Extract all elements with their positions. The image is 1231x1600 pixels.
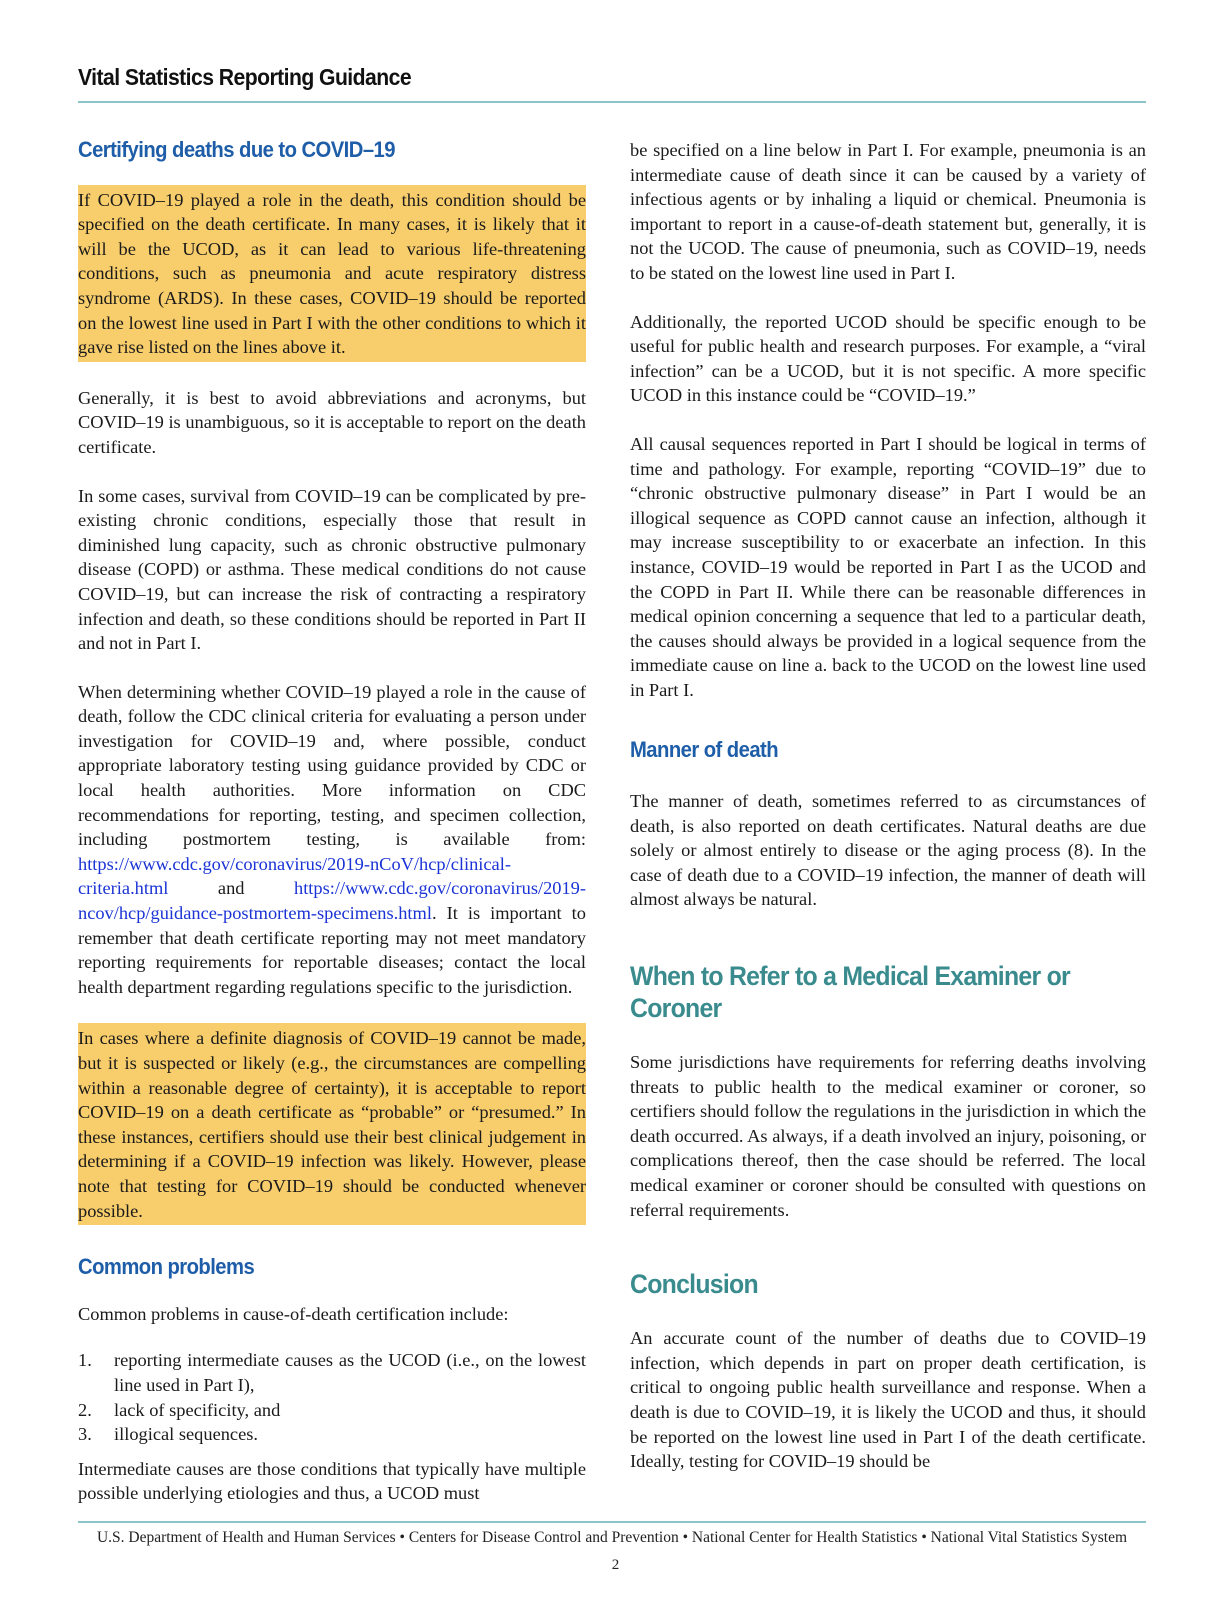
paragraph-cdc-criteria (78, 680, 586, 1000)
right-column (630, 138, 1146, 1498)
running-header: Vital Statistics Reporting Guidance (78, 64, 412, 90)
page-number: 2 (611, 1557, 620, 1573)
paragraph-abbreviations: Generally, it is best to avoid abbreviations and acronyms, but COVID–19 is unambiguous, so it is acceptable to report on the death certificate. (78, 387, 586, 457)
footer-agencies: U.S. Department of Health and Human Services • Centers for Disease Control and Prevention • National Center for Health Statistics • National Vital Statistics System (96, 1529, 1128, 1546)
heading-certifying-deaths: Certifying deaths due to COVID–19 (78, 137, 395, 162)
paragraph-chronic-conditions: In some cases, survival from COVID–19 can be complicated by pre-existing chronic conditions, especially those that result in diminished lung capacity, such as chronic obstructive pulmonary disease (COPD) or asthma. These medical conditions do not cause COVID–19, but can increase the risk of contracting a respiratory infection and death, so these conditions should be reported in Part II and not in Part I. (78, 485, 586, 654)
paragraph-causal-sequences: All causal sequences reported in Part I should be logical in terms of time and pathology. For example, reporting “COVID–19” due to “chronic obstructive pulmonary disease” in Part I would be an illogical sequence as COPD cannot cause an infection, although it may increase susceptibility to or exacerbate an infection. In this instance, COVID–19 would be reported in Part I as the UCOD and the COPD in Part II. While there can be reasonable differences in medical opinion concerning a sequence that led to a particular death, the causes should always be provided in a logical sequence from the immediate cause on line a. back to the UCOD on the lowest line used in Part I. (630, 433, 1146, 700)
link-clinical-criteria[interactable]: https://www.cdc.gov/coronavirus/2019-nCoV/hcp/clinical-criteria.html (78, 853, 511, 899)
footer-rule (78, 1521, 1146, 1523)
list-number: 2. (78, 1399, 92, 1420)
paragraph-manner-of-death: The manner of death, sometimes referred to as circumstances of death, is also reported on death certificates. Natural deaths are due solely or almost entirely to disease or the aging process (8). In the case of death due to a COVID–19 infection, the manner of death will almost always be natural. (630, 791, 1146, 910)
paragraph-referral: Some jurisdictions have requirements for referring deaths involving threats to public health to the medical examiner or coroner, so certifiers should follow the regulations in the jurisdiction in which the death occurred. As always, if a death involved an injury, poisoning, or complications thereof, then the case should be referred. The local medical examiner or coroner should be consulted with questions on referral requirements. (630, 1052, 1146, 1220)
list-item-text: illogical sequences. (114, 1424, 259, 1445)
heading-medical-examiner: When to Refer to a Medical Examiner or Coroner (630, 961, 1070, 1024)
list-item (78, 1398, 586, 1423)
paragraph-specificity: Additionally, the reported UCOD should be specific enough to be useful for public health and research purposes. For example, a “viral infection” can be a UCOD, but it is not specific. A more specific UCOD in this instance could be “COVID–19.” (630, 311, 1146, 406)
heading-manner-of-death: Manner of death (630, 737, 779, 763)
left-column (78, 138, 586, 1530)
paragraph-conclusion: An accurate count of the number of deaths due to COVID–19 infection, which depends in part on proper death certification, is critical to ongoing public health surveillance and response. When a death is due to COVID–19, it is likely the UCOD and thus, it should be reported on the lowest line used in Part I of the death certificate. Ideally, testing for COVID–19 should be (630, 1328, 1146, 1472)
header-rule (78, 101, 1146, 103)
highlighted-paragraph-probable: In cases where a definite diagnosis of COVID–19 cannot be made, but it is suspected or likely (e.g., the circumstances are compelling within a reasonable degree of certainty), it is acceptable to report COVID–19 on a death certificate as “probable” or “presumed.” In these instances, certifiers should use their best clinical judgement in determining if a COVID–19 infection was likely. However, please note that testing for COVID–19 should be conducted whenever possible. (78, 1023, 586, 1225)
list-item (78, 1348, 586, 1397)
paragraph-cdc-criteria-text: When determining whether COVID–19 played a role in the cause of death, follow the CDC clinical criteria for evaluating a person under investigation for COVID–19 and, where possible, conduct appropriate laboratory testing using guidance provided by CDC or local health authorities. More information on CDC recommendations for reporting, testing, and specimen collection, including postmortem testing, is available from: (78, 681, 586, 850)
paragraph-cdc-criteria-tail: . It is important to remember that death certificate reporting may not meet mandatory reporting requirements for reportable diseases; contact the local health department regarding regulations specific to the jurisdiction. (78, 903, 586, 997)
paragraph-pneumonia: be specified on a line below in Part I. For example, pneumonia is an intermediate cause of death since it can be caused by a variety of infectious agents or by inhaling a liquid or chemical. Pneumonia is important to report in a cause-of-death statement but, generally, it is not the UCOD. The cause of pneumonia, such as COVID–19, needs to be stated on the lowest line used in Part I. (630, 140, 1146, 283)
paragraph-common-problems-intro: Common problems in cause-of-death certification include: (78, 1303, 509, 1324)
list-number: 1. (78, 1350, 92, 1371)
list-number: 3. (78, 1424, 92, 1445)
list-item (78, 1422, 586, 1447)
heading-common-problems: Common problems (78, 1254, 255, 1280)
list-item-text: lack of specificity, and (114, 1399, 281, 1420)
highlighted-paragraph-covid-role: If COVID–19 played a role in the death, this condition should be specified on the death certificate. In many cases, it is likely that it will be the UCOD, as it can lead to various life-threatening conditions, such as pneumonia and acute respiratory distress syndrome (ARDS). In these cases, COVID–19 should be reported on the lowest line used in Part I with the other conditions to which it gave rise listed on the lines above it. (78, 185, 586, 362)
problems-list (78, 1348, 586, 1446)
paragraph-intermediate-causes: Intermediate causes are those conditions that typically have multiple possible underlying etiologies and thus, a UCOD must (78, 1458, 586, 1504)
list-item-text: reporting intermediate causes as the UCOD (i.e., on the lowest line used in Part I), (114, 1350, 586, 1395)
link-postmortem-specimens[interactable]: https://www.cdc.gov/coronavirus/2019-ncov/hcp/guidance-postmortem-specimens.html (78, 878, 586, 924)
conjunction-and: and (168, 878, 294, 899)
heading-conclusion: Conclusion (630, 1269, 758, 1300)
